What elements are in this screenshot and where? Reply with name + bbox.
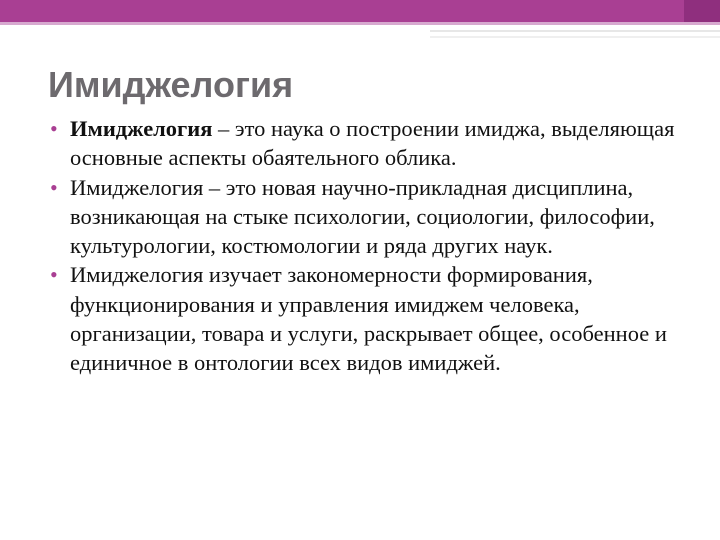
bullet-item	[48, 173, 708, 261]
top-right-decoration	[684, 0, 720, 22]
top-decoration-line	[0, 22, 720, 25]
bullet-item	[48, 114, 708, 173]
accent-line	[430, 36, 720, 38]
slide-content	[48, 114, 708, 378]
bullet-term: Имиджелогия	[70, 116, 213, 141]
bullet-dot-icon: •	[50, 174, 58, 200]
slide-title: Имиджелогия	[48, 64, 294, 105]
bullet-text: Имиджелогия – это новая научно-прикладная дисциплина, возникающая на стыке психологии, социологии, философии, культурологии, костюмологии и ряда других наук.	[70, 174, 655, 259]
bullet-dot-icon: •	[50, 116, 58, 141]
top-decoration-band	[0, 0, 720, 22]
bullet-text: Имиджелогия изучает закономерности формирования, функционирования и управления имиджем человека, организации, товара и услуги, раскрывает общее, особенное и единичное в онтологии всех видов имиджей.	[70, 262, 667, 376]
bullet-list	[48, 114, 708, 378]
bullet-item	[48, 260, 708, 377]
accent-line	[430, 30, 720, 32]
bullet-text: – это наука о построении имиджа, выделяющая основные аспекты обаятельного облика.	[70, 116, 675, 171]
bullet-dot-icon: •	[50, 262, 58, 288]
